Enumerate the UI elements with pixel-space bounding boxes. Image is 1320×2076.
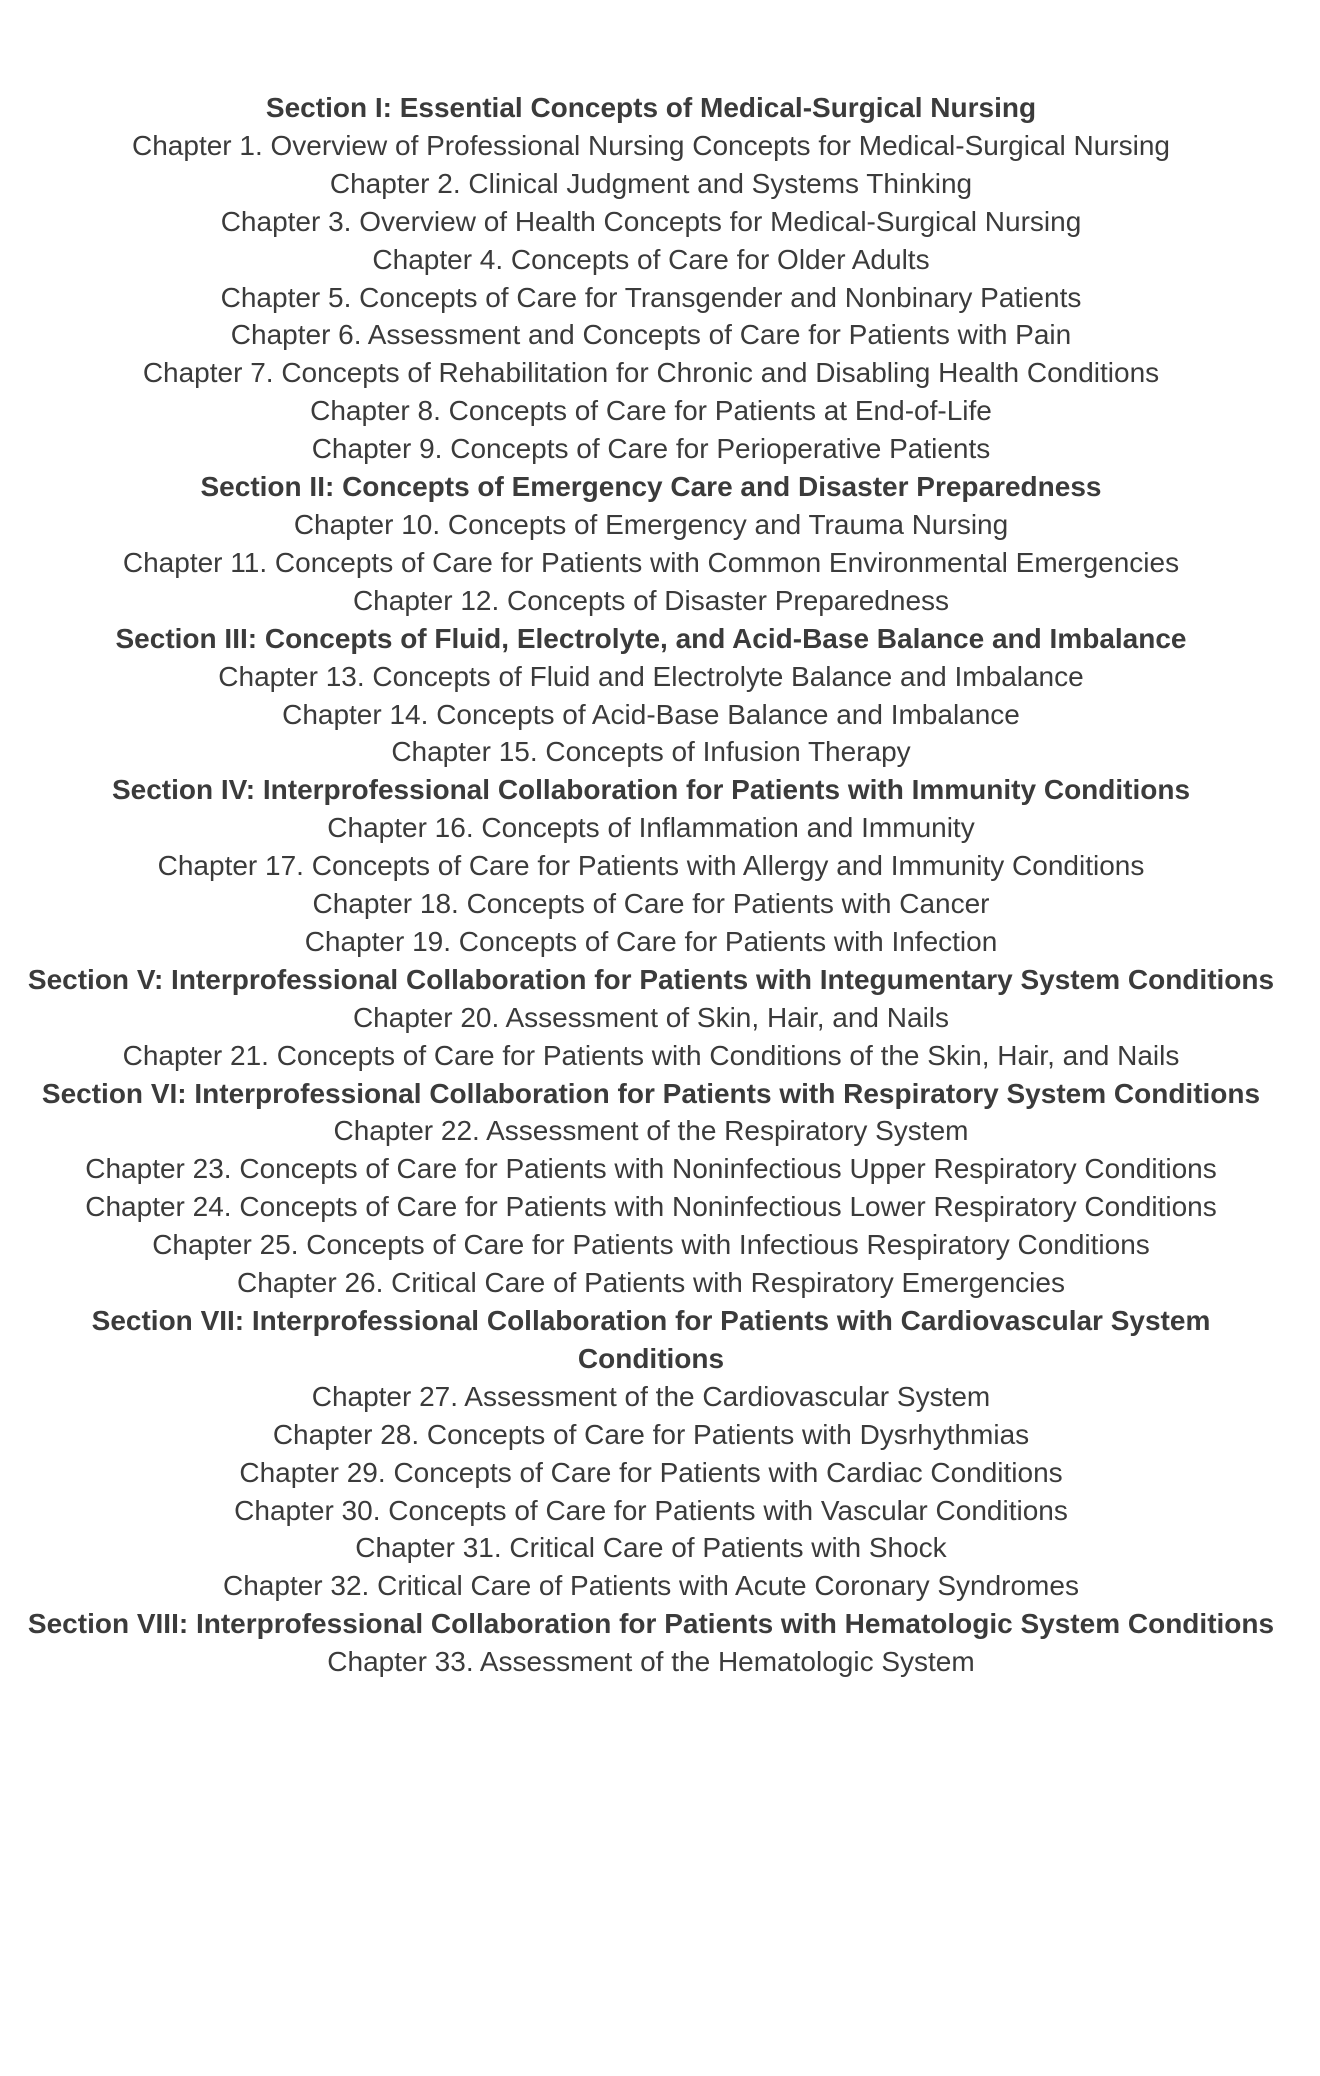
toc-chapter-entry: Chapter 10. Concepts of Emergency and Trauma Nursing <box>293 508 1009 540</box>
toc-chapter-entry: Chapter 4. Concepts of Care for Older Adults <box>372 243 930 275</box>
toc-chapter-entry: Chapter 22. Assessment of the Respiratory System <box>333 1115 969 1147</box>
toc-chapter-entry: Chapter 23. Concepts of Care for Patients with Noninfectious Upper Respiratory Conditions <box>85 1153 1217 1185</box>
toc-chapter-entry: Chapter 25. Concepts of Care for Patients with Infectious Respiratory Conditions <box>152 1229 1150 1261</box>
toc-chapter-entry: Chapter 9. Concepts of Care for Perioperative Patients <box>311 433 991 465</box>
toc-chapter-entry: Chapter 5. Concepts of Care for Transgender and Nonbinary Patients <box>220 281 1082 313</box>
toc-section-heading: Section I: Essential Concepts of Medical-Surgical Nursing <box>265 92 1037 123</box>
toc-chapter-entry: Chapter 8. Concepts of Care for Patients at End-of-Life <box>310 395 992 427</box>
toc-chapter-entry: Chapter 7. Concepts of Rehabilitation for Chronic and Disabling Health Conditions <box>142 357 1160 389</box>
toc-section-heading: Section IV: Interprofessional Collaboration for Patients with Immunity Conditions <box>111 774 1191 806</box>
toc-chapter-entry: Chapter 24. Concepts of Care for Patients with Noninfectious Lower Respiratory Conditions <box>85 1191 1217 1223</box>
toc-chapter-entry: Chapter 6. Assessment and Concepts of Care for Patients with Pain <box>230 319 1072 351</box>
toc-chapter-entry: Chapter 31. Critical Care of Patients with Shock <box>355 1532 947 1564</box>
toc-chapter-entry: Chapter 20. Assessment of Skin, Hair, and Nails <box>352 1001 950 1033</box>
toc-section-heading: Section VII: Interprofessional Collaboration for Patients with Cardiovascular System Conditions <box>91 1305 1211 1374</box>
toc-chapter-entry: Chapter 28. Concepts of Care for Patients with Dysrhythmias <box>272 1418 1030 1450</box>
toc-chapter-entry: Chapter 21. Concepts of Care for Patients with Conditions of the Skin, Hair, and Nails <box>122 1039 1180 1071</box>
toc-chapter-entry: Chapter 2. Clinical Judgment and Systems Thinking <box>329 167 973 199</box>
toc-chapter-entry: Chapter 11. Concepts of Care for Patients with Common Environmental Emergencies <box>122 546 1180 578</box>
toc-chapter-entry: Chapter 14. Concepts of Acid-Base Balance and Imbalance <box>282 698 1020 730</box>
toc-chapter-entry: Chapter 1. Overview of Professional Nursing Concepts for Medical-Surgical Nursing <box>132 129 1170 161</box>
toc-chapter-entry: Chapter 18. Concepts of Care for Patients with Cancer <box>312 888 990 920</box>
toc-chapter-entry: Chapter 3. Overview of Health Concepts for Medical-Surgical Nursing <box>220 205 1082 237</box>
toc-section-heading: Section III: Concepts of Fluid, Electrolyte, and Acid-Base Balance and Imbalance <box>115 622 1187 654</box>
toc-chapter-entry: Chapter 19. Concepts of Care for Patients with Infection <box>304 925 998 957</box>
toc-chapter-entry: Chapter 15. Concepts of Infusion Therapy <box>391 736 911 768</box>
toc-chapter-entry: Chapter 12. Concepts of Disaster Preparedness <box>352 584 950 616</box>
toc-chapter-entry: Chapter 29. Concepts of Care for Patients with Cardiac Conditions <box>239 1456 1063 1488</box>
toc-chapter-entry: Chapter 32. Critical Care of Patients with Acute Coronary Syndromes <box>223 1570 1079 1602</box>
toc-chapter-entry: Chapter 17. Concepts of Care for Patients with Allergy and Immunity Conditions <box>157 850 1145 882</box>
toc-chapter-entry: Chapter 30. Concepts of Care for Patients with Vascular Conditions <box>234 1494 1068 1526</box>
toc-section-heading: Section II: Concepts of Emergency Care and Disaster Preparedness <box>200 471 1102 503</box>
toc-chapter-entry: Chapter 33. Assessment of the Hematologic System <box>327 1646 975 1678</box>
toc-chapter-entry: Chapter 27. Assessment of the Cardiovascular System <box>311 1380 991 1412</box>
toc-chapter-entry: Chapter 16. Concepts of Inflammation and Immunity <box>327 812 975 844</box>
toc-chapter-entry: Chapter 26. Critical Care of Patients with Respiratory Emergencies <box>237 1267 1065 1299</box>
toc-chapter-entry: Chapter 13. Concepts of Fluid and Electrolyte Balance and Imbalance <box>218 660 1084 692</box>
toc-section-heading: Section V: Interprofessional Collaboration for Patients with Integumentary System Conditions <box>27 963 1275 995</box>
toc-section-heading: Section VIII: Interprofessional Collaboration for Patients with Hematologic System Conditions <box>27 1608 1275 1640</box>
toc-section-heading: Section VI: Interprofessional Collaboration for Patients with Respiratory System Conditions <box>41 1077 1261 1109</box>
table-of-contents <box>25 0 1277 1681</box>
